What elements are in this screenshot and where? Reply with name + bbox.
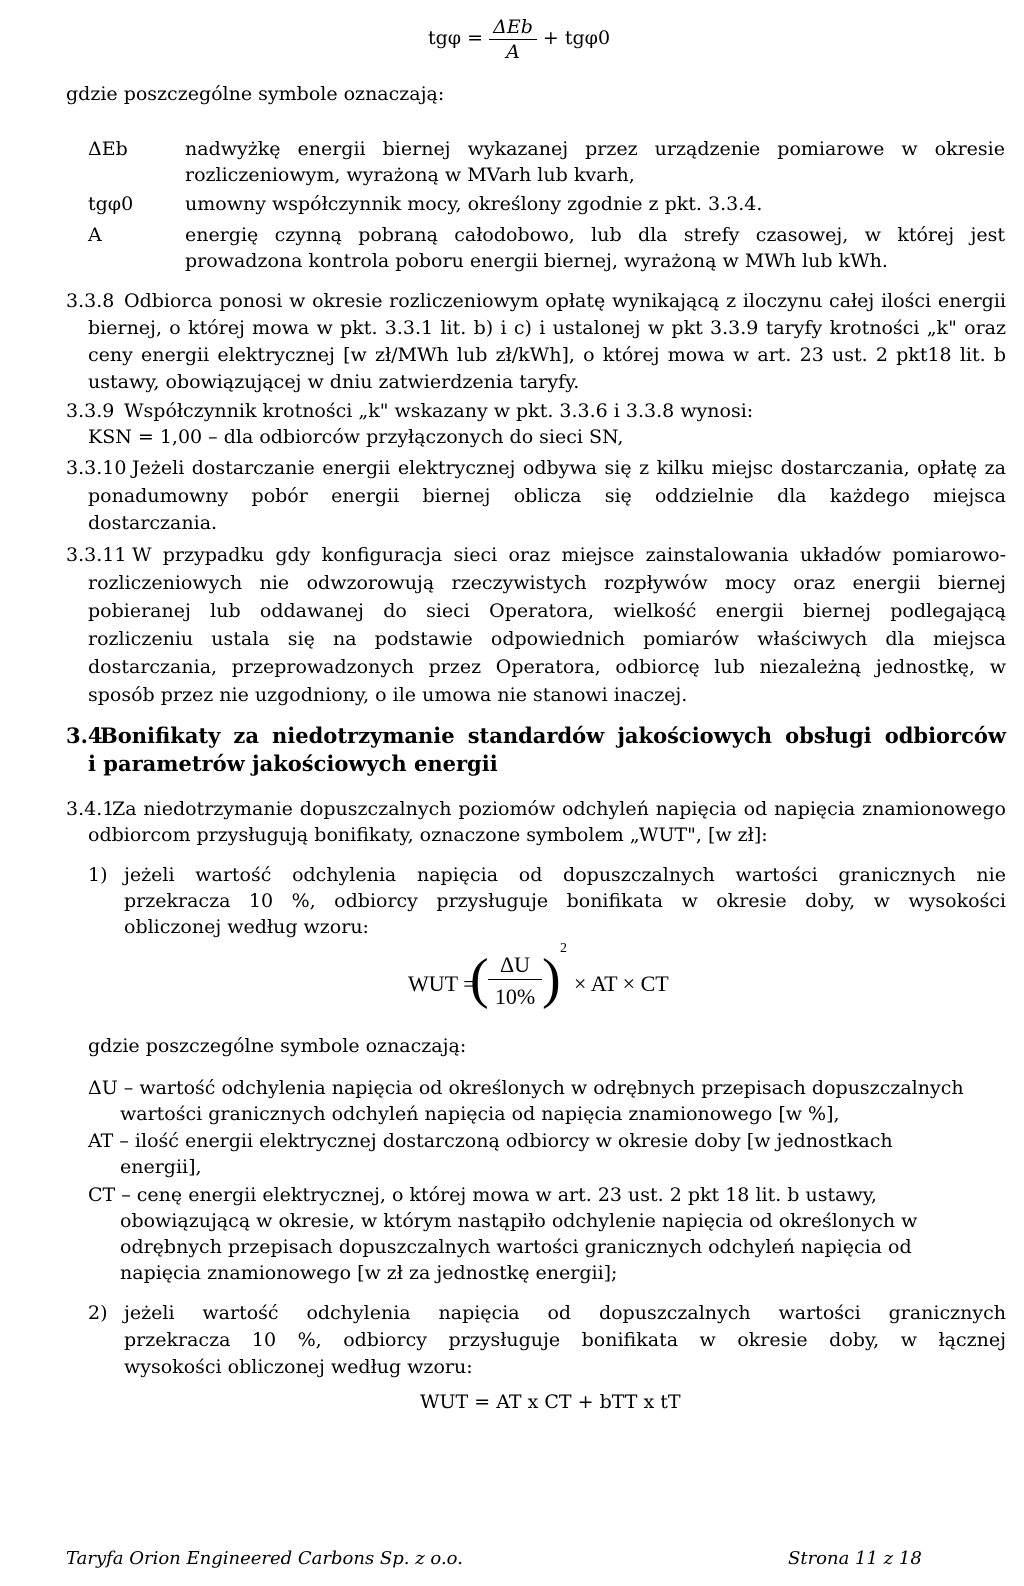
- symbol-tgphi0-def: umowny współczynnik mocy, określony zgodnie z pkt. 3.3.4.: [185, 193, 763, 215]
- left-paren: (: [470, 948, 489, 1010]
- footer-left: Taryfa Orion Engineered Carbons Sp. z o.o.: [66, 1548, 463, 1569]
- symbol-A-def-2: prowadzona kontrola poboru energii biernej, wyrażoną w MWh lub kWh.: [185, 250, 888, 272]
- p338-line-2: biernej, o której mowa w pkt. 3.3.1 lit. b) i c) i ustalonej w pkt 3.3.9 taryfy krotności „k" oraz: [88, 317, 1006, 339]
- p3310-line-2: ponadumowny pobór energii biernej oblicza się oddzielnie dla każdego miejsca: [88, 485, 1006, 507]
- intro-text-2: gdzie poszczególne symbole oznaczają:: [88, 1035, 467, 1057]
- formula-wut-2: WUT = AT x CT + bTT x tT: [420, 1391, 681, 1413]
- def-AT-line-1: AT – ilość energii elektrycznej dostarczoną odbiorcy w okresie doby [w jednostkach: [88, 1130, 893, 1152]
- formula-top: [428, 10, 610, 66]
- p3311-line-2: rozliczeniowych nie odwzorowują rzeczywistych rozpływów mocy oraz energii biernej: [88, 572, 1006, 594]
- p3310-line-1: Jeżeli dostarczanie energii elektrycznej odbywa się z kilku miejsc dostarczania, opłatę za: [132, 457, 1006, 479]
- p341-line-2: odbiorcom przysługują bonifikaty, oznaczone symbolem „WUT", [w zł]:: [88, 824, 768, 846]
- item-2-line-2: przekracza 10 %, odbiorcy przysługuje bonifikata w okresie doby, w łącznej: [124, 1329, 1006, 1351]
- symbol-deltaEb: ΔEb: [88, 138, 128, 160]
- p339-line-1: Współczynnik krotności „k" wskazany w pkt. 3.3.6 i 3.3.8 wynosi:: [124, 400, 754, 422]
- symbol-tgphi0: tgφ0: [88, 193, 134, 215]
- def-deltaU-line-1: ΔU – wartość odchylenia napięcia od określonych w odrębnych przepisach dopuszczalnych: [88, 1077, 964, 1099]
- p338-line-1: Odbiorca ponosi w okresie rozliczeniowym opłatę wynikającą z iloczynu całej ilości energii: [124, 290, 1006, 312]
- section-number-34: 3.4: [66, 723, 103, 748]
- p338-line-3: ceny energii elektrycznej [w zł/MWh lub zł/kWh], o której mowa w art. 23 ust. 2 pkt18 lit. b: [88, 344, 1006, 366]
- symbol-A-def-1: energię czynną pobraną całodobowo, lub dla strefy czasowej, w której jest: [185, 224, 1005, 246]
- right-paren: ): [542, 948, 561, 1010]
- p3311-line-5: dostarczania, przeprowadzonych przez Operatora, odbiorcę lub niezależną jednostkę, w: [88, 656, 1006, 678]
- formula-lhs: tgφ =: [428, 27, 484, 49]
- formula-wut-exponent: 2: [560, 941, 567, 956]
- item-2-line-1: jeżeli wartość odchylenia napięcia od dopuszczalnych wartości granicznych: [124, 1302, 1006, 1324]
- p3311-line-1: W przypadku gdy konfiguracja sieci oraz miejsce zainstalowania układów pomiarowo-: [132, 544, 1006, 566]
- p339-line-2: KSN = 1,00 – dla odbiorców przyłączonych do sieci SN,: [88, 426, 624, 448]
- formula-fraction: [489, 15, 537, 64]
- def-CT-line-2: obowiązującą w okresie, w którym nastąpiło odchylenie napięcia od określonych w: [120, 1210, 918, 1232]
- section-number-3310: 3.3.10: [66, 457, 127, 479]
- formula-wut-lhs: WUT =: [408, 971, 476, 996]
- formula-numerator: ΔEb: [489, 15, 537, 40]
- item-1-line-1: jeżeli wartość odchylenia napięcia od dopuszczalnych wartości granicznych nie: [124, 864, 1006, 886]
- def-deltaU-line-2: wartości granicznych odchyleń napięcia od napięcia znamionowego [w %],: [120, 1103, 840, 1125]
- section-heading-line-2: i parametrów jakościowych energii: [88, 751, 498, 776]
- formula-wut-numerator: ΔU: [488, 951, 542, 980]
- intro-text: gdzie poszczególne symbole oznaczają:: [66, 83, 445, 105]
- def-CT-line-1: CT – cenę energii elektrycznej, o której mowa w art. 23 ust. 2 pkt 18 lit. b ustawy,: [88, 1184, 877, 1206]
- p3310-line-3: dostarczania.: [88, 512, 218, 534]
- item-2-line-3: wysokości obliczonej według wzoru:: [124, 1356, 473, 1378]
- p341-line-1: Za niedotrzymanie dopuszczalnych poziomów odchyleń napięcia od napięcia znamionowego: [112, 798, 1006, 820]
- section-number-3311: 3.3.11: [66, 544, 127, 566]
- formula-wut-denominator: 10%: [494, 984, 536, 1009]
- item-2-number: 2): [88, 1302, 108, 1324]
- p3311-line-6: sposób przez nie uzgodniony, o ile umowa nie stanowi inaczej.: [88, 684, 688, 706]
- section-number-338: 3.3.8: [66, 290, 115, 312]
- section-number-339: 3.3.9: [66, 400, 115, 422]
- formula-rhs: + tgφ0: [542, 27, 611, 49]
- item-1-line-2: przekracza 10 %, odbiorcy przysługuje bonifikata w okresie doby, w wysokości: [124, 890, 1006, 912]
- item-1-line-3: obliczonej według wzoru:: [124, 916, 369, 938]
- p3311-line-3: pobieranej lub oddawanej do sieci Operatora, wielkość energii biernej podlegającą: [88, 600, 1006, 622]
- formula-wut-rhs: × AT × CT: [574, 971, 669, 996]
- p338-line-4: ustawy, obowiązującej w dniu zatwierdzenia taryfy.: [88, 371, 580, 393]
- section-number-341: 3.4.1: [66, 798, 115, 820]
- footer-page-number: Strona 11 z 18: [788, 1548, 922, 1569]
- def-CT-line-4: napięcia znamionowego [w zł za jednostkę energii];: [120, 1262, 618, 1284]
- def-AT-line-2: energii],: [120, 1156, 202, 1178]
- symbol-A: A: [88, 224, 102, 246]
- symbol-deltaEb-def-1: nadwyżkę energii biernej wykazanej przez urządzenie pomiarowe w okresie: [185, 138, 1005, 160]
- item-1-number: 1): [88, 864, 108, 886]
- def-CT-line-3: odrębnych przepisach dopuszczalnych wartości granicznych odchyleń napięcia od: [120, 1236, 912, 1258]
- section-heading-line-1: Bonifikaty za niedotrzymanie standardów jakościowych obsługi odbiorców: [100, 723, 1006, 748]
- formula-denominator: A: [506, 40, 520, 63]
- symbol-deltaEb-def-2: rozliczeniowym, wyrażoną w MVarh lub kvarh,: [185, 164, 635, 186]
- p3311-line-4: rozliczeniu ustala się na podstawie odpowiednich pomiarów właściwych dla miejsca: [88, 628, 1006, 650]
